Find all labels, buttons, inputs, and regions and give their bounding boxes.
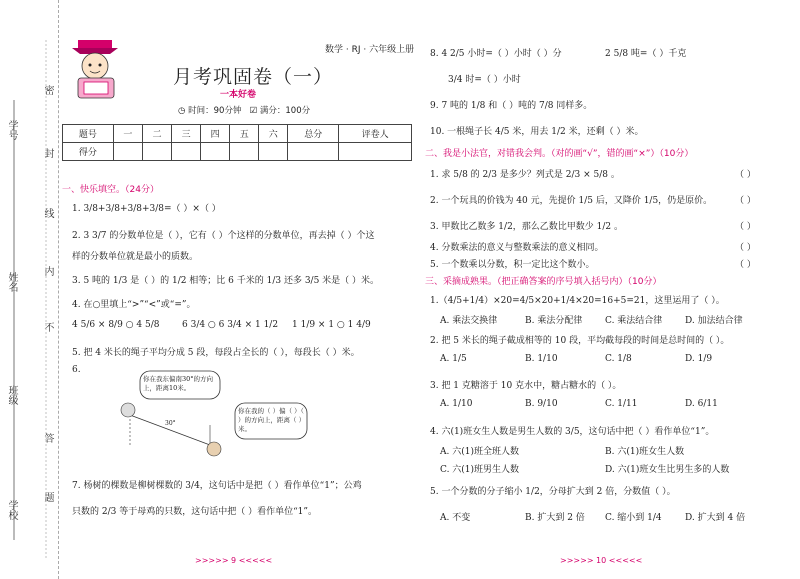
stamp-label: 一本好卷 xyxy=(220,90,257,100)
question-1-9: 9. 7 吨的 1/8 和（ ）吨的 7/8 同样多。 xyxy=(430,101,593,111)
question-1-4b: 6 3/4 ○ 6 3/4 × 1 1/2 xyxy=(182,320,279,330)
question-1-5: 5. 把 4 米长的绳子平均分成 5 段，每段占全长的（ ），每段长（ ）米。 xyxy=(72,348,360,358)
question-1-7-cont: 只数的 2/3 等于母鸡的只数，这句话中把（ ）看作单位“1”。 xyxy=(72,507,317,517)
question-1-8c: 3/4 时=（ ）小时 xyxy=(448,75,521,85)
choice-3: 3. 把 1 克糖溶于 10 克水中，糖占糖水的（ ）。 xyxy=(430,381,622,391)
score-entry[interactable] xyxy=(288,143,339,161)
choice-4-option-a[interactable]: A. 六(1)班全班人数 xyxy=(440,447,519,457)
judge-4-answer[interactable]: （ ） xyxy=(735,243,756,253)
section-2-heading: 二、我是小法官，对错我会判。（对的画“√”，错的画“×”）（10分） xyxy=(425,149,694,159)
choice-5-option-c[interactable]: C. 缩小到 1/4 xyxy=(605,513,662,523)
question-1-3: 3. 5 吨的 1/3 是（ ）的 1/2 相等；比 6 千米的 1/3 还多 3/5 米是（ ）米。 xyxy=(72,276,380,286)
choice-4-option-d[interactable]: D. 六(1)班女生比男生多的人数 xyxy=(605,465,730,475)
choice-1-option-b[interactable]: B. 乘法分配律 xyxy=(525,316,583,326)
score-cell: 总分 xyxy=(288,125,339,143)
seal-char: 内 xyxy=(42,266,53,276)
score-cell: 二 xyxy=(142,125,171,143)
score-label: 满分：100分 xyxy=(259,106,311,116)
choice-1: 1.（4/5+1/4）×20=4/5×20+1/4×20=16+5=21，这里运用了（ ）。 xyxy=(430,296,725,306)
question-1-4a: 4 5/6 × 8/9 ○ 4 5/8 xyxy=(72,320,160,330)
judge-3: 3. 甲数比乙数多 1/2，那么乙数比甲数少 1/2 。 xyxy=(430,222,623,232)
page-title: 月考巩固卷（一） xyxy=(173,66,334,88)
diagram-angle-label: 30° xyxy=(165,420,176,427)
seal-char: 线 xyxy=(42,208,53,218)
seal-char: 答 xyxy=(42,433,53,443)
section-3-heading: 三、采摘成熟果。（把正确答案的序号填入括号内）（10分） xyxy=(425,277,662,287)
gutter-label-class: 班级 xyxy=(6,385,17,405)
choice-3-option-a[interactable]: A. 1/10 xyxy=(440,399,473,409)
choice-3-option-b[interactable]: B. 9/10 xyxy=(525,399,558,409)
score-cell: 题号 xyxy=(63,125,114,143)
score-cell: 五 xyxy=(230,125,259,143)
choice-1-option-d[interactable]: D. 加法结合律 xyxy=(685,316,743,326)
choice-1-option-a[interactable]: A. 乘法交换律 xyxy=(440,316,498,326)
choice-4-option-b[interactable]: B. 六(1)班女生人数 xyxy=(605,447,685,457)
score-entry[interactable] xyxy=(230,143,259,161)
choice-5-option-b[interactable]: B. 扩大到 2 倍 xyxy=(525,513,585,523)
clock-icon: ◷ xyxy=(178,106,186,116)
choice-2-option-d[interactable]: D. 1/9 xyxy=(685,354,713,364)
score-table-score-row xyxy=(63,143,412,161)
choice-3-option-d[interactable]: D. 6/11 xyxy=(685,399,718,409)
score-table xyxy=(62,124,412,161)
score-table-header-row xyxy=(63,125,412,143)
score-cell: 四 xyxy=(201,125,230,143)
question-1-10: 10. 一根绳子长 4/5 米，用去 1/2 米，还剩（ ）米。 xyxy=(430,127,644,137)
choice-4: 4. 六(1)班女生人数是男生人数的 3/5，这句话中把（ ）看作单位“1”。 xyxy=(430,427,715,437)
score-entry[interactable] xyxy=(259,143,288,161)
gutter-label-school: 学校 xyxy=(6,500,17,520)
gutter-label-id: 学号 xyxy=(6,120,17,140)
time-label: 时间：90分钟 xyxy=(188,106,242,116)
exam-meta xyxy=(178,104,310,116)
page-number-left: >>>>> 9 <<<<< xyxy=(195,556,273,565)
seal-char: 题 xyxy=(42,492,53,502)
score-entry[interactable] xyxy=(113,143,142,161)
section-1-heading: 一、快乐填空。（24分） xyxy=(62,185,159,195)
choice-5-option-a[interactable]: A. 不变 xyxy=(440,513,471,523)
question-1-2-cont: 样的分数单位就是最小的质数。 xyxy=(72,252,199,262)
checkbox-icon: ☑ xyxy=(249,106,258,116)
judge-1-answer[interactable]: （ ） xyxy=(735,170,756,180)
publisher-line: 数学 · RJ · 六年级上册 xyxy=(325,45,415,55)
question-1-7: 7. 杨树的棵数是柳树棵数的 3/4，这句话中是把（ ）看作单位“1”；公鸡 xyxy=(72,481,362,491)
question-1-8b: 2 5/8 吨=（ ）千克 xyxy=(605,49,687,59)
judge-3-answer[interactable]: （ ） xyxy=(735,222,756,232)
score-entry[interactable] xyxy=(172,143,201,161)
diagram-bubble-2: 你在我的（ ）偏（ ）（ ）的方向上，距离（ ）米。 xyxy=(238,407,306,433)
score-entry[interactable] xyxy=(142,143,171,161)
seal-char: 密 xyxy=(42,85,53,95)
question-1-1: 1. 3/8+3/8+3/8+3/8=（ ）×（ ） xyxy=(72,204,221,214)
binding-gutter xyxy=(0,0,59,579)
choice-2-option-c[interactable]: C. 1/8 xyxy=(605,354,632,364)
score-cell: 评卷人 xyxy=(339,125,412,143)
choice-2: 2. 把 5 米长的绳子截成相等的 10 段，平均截每段的时间是总时间的（ ）。 xyxy=(430,336,730,346)
judge-1: 1. 求 5/8 的 2/3 是多少？列式是 2/3 × 5/8 。 xyxy=(430,170,620,180)
choice-5: 5. 一个分数的分子缩小 1/2，分母扩大到 2 倍，分数值（ ）。 xyxy=(430,487,676,497)
score-cell: 一 xyxy=(113,125,142,143)
question-1-4: 4. 在○里填上“>”“<”或“=”。 xyxy=(72,300,196,310)
question-1-4c: 1 1/9 × 1 ○ 1 4/9 xyxy=(292,320,371,330)
judge-2-answer[interactable]: （ ） xyxy=(735,196,756,206)
score-cell: 六 xyxy=(259,125,288,143)
choice-3-option-c[interactable]: C. 1/11 xyxy=(605,399,638,409)
choice-1-option-c[interactable]: C. 乘法结合律 xyxy=(605,316,663,326)
judge-5: 5. 一个数乘以分数，积一定比这个数小。 xyxy=(430,260,595,270)
page-number-right: >>>>> 10 <<<<< xyxy=(560,556,643,565)
gutter-label-name: 姓名 xyxy=(6,272,17,292)
question-1-6: 6. xyxy=(72,365,81,375)
seal-char: 不 xyxy=(42,322,53,332)
question-1-8: 8. 4 2/5 小时=（ ）小时（ ）分 xyxy=(430,49,562,59)
score-entry[interactable] xyxy=(201,143,230,161)
judge-4: 4. 分数乘法的意义与整数乘法的意义相同。 xyxy=(430,243,604,253)
score-entry[interactable] xyxy=(339,143,412,161)
mascot-reading-icon xyxy=(66,38,126,100)
judge-2: 2. 一个玩具的价钱为 40 元，先提价 1/5 后，又降价 1/5，仍是原价。 xyxy=(430,196,713,206)
choice-4-option-c[interactable]: C. 六(1)班男生人数 xyxy=(440,465,520,475)
judge-5-answer[interactable]: （ ） xyxy=(735,260,756,270)
score-cell: 三 xyxy=(172,125,201,143)
diagram-bubble-1: 你在我东偏南30°的方向上，距离10米。 xyxy=(143,375,214,392)
choice-5-option-d[interactable]: D. 扩大到 4 倍 xyxy=(685,513,746,523)
score-cell: 得分 xyxy=(63,143,114,161)
seal-char: 封 xyxy=(42,148,53,158)
choice-2-option-a[interactable]: A. 1/5 xyxy=(440,354,467,364)
gutter-lines xyxy=(0,0,58,579)
question-1-2: 2. 3 3/7 的分数单位是（ ），它有（ ）个这样的分数单位，再去掉（ ）个这 xyxy=(72,231,375,241)
choice-2-option-b[interactable]: B. 1/10 xyxy=(525,354,558,364)
